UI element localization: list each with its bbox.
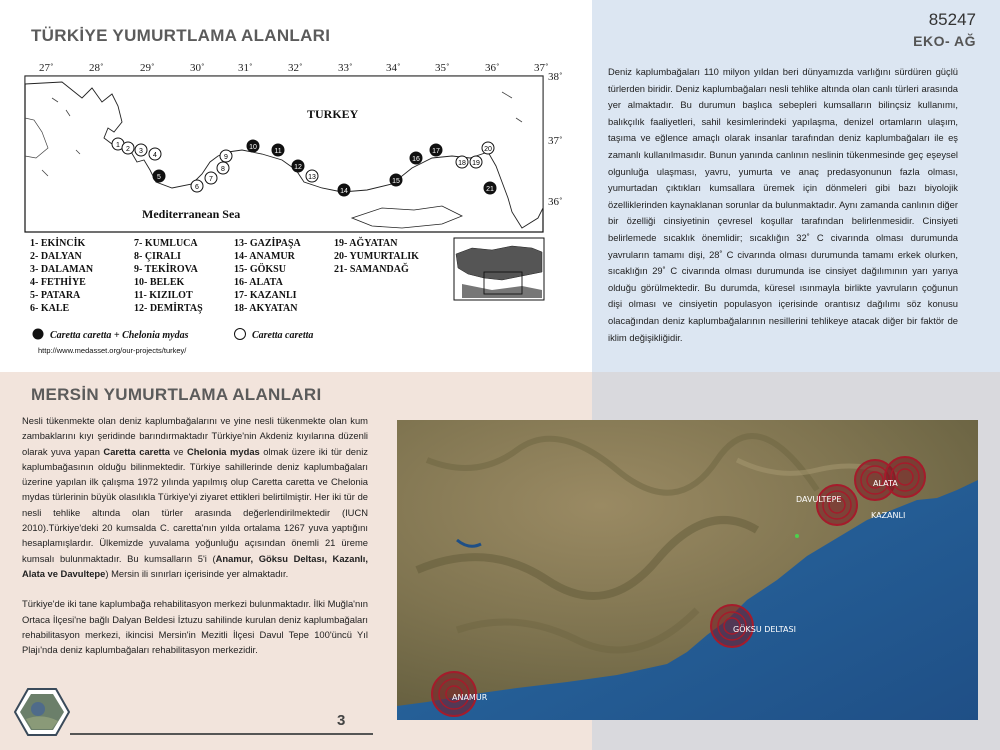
mersin-paragraph-1: Nesli tükenmekte olan deniz kaplumbağalarını ve yine nesli tükenmekte olan kum zambaklarını kıyı şeridinde barındırmaktadır Türkiye'nin Akdeniz kıyılarına düzenli olarak yuva yapan Caretta caretta ve Chelonia mydas olmak üzere iki tür deniz kaplumbağasının olduğu bilinmektedir. Türkiye sahillerinde deniz kaplumbağaları üzerine yapılan ilk çalışma 1972 yılında yapılmış olup Caretta caretta ve Chelonia mydas türlerinin büyük olasılıkla Türkiye'yi ziyaret ettikleri belirtilmiştir. Her iki tür de nesli tehlike altında olan türler arasında değerlendirilmektedir (IUCN 2010).Türkiye'deki 20 kumsalda C. caretta'nın yılda ortalama 1267 yuva yaptığını hesaplamışlardır. Ülkemizde yuvalama yoğunluğu açısından önemli 21 üreme kumsalı bulunmaktadır. Bu kumsalların 5'i (Anamur, Göksu Deltası, Kazanlı, Alata ve Davultepe) Mersin ili sınırları içerisinde yer almaktadır.: [22, 415, 368, 579]
svg-text:2- DALYAN: 2- DALYAN: [30, 251, 82, 262]
svg-text:14- ANAMUR: 14- ANAMUR: [234, 251, 295, 262]
site-marker-4: [149, 148, 161, 160]
svg-text:8: 8: [221, 166, 225, 173]
intro-paragraph: Deniz kaplumbağaları 110 milyon yıldan beri dünyamızda varlığını sürdüren güçlü türlerden biridir. Deniz kaplumbağaları nesli tehlike altında olan canlı türleri arasında yer almaktadır. Bu durumun başlıca sebepleri kumsalların bilinçsiz kullanımı, balıkçılık faaliyetleri, sahil kesimlerindeki yapılaşma, denizel ortamların ulaşım, taşıma ve eğlence amaçlı olarak insanlar tarafından deniz kaplumbağaları ile eş zamanlı kullanılmasıdır. Bunun yanında canlının neslinin tükenmesinde geç eşeysel olgunluğa ulaşması, yavru, yumurta ve anaç predasyonunun fazla olması, yumurtadan çıktıkları kumsallara üremek için dönmeleri gibi bazı biyolojik özelliklerinden kaynaklanan sorunlar da bulunmaktadır. Aynı zamanda canlının diğer bir özelliği cinsiyetinin çevresel koşullar tarafından belirlenmesidir. Cinsiyeti belirlemede sıcaklık önemlidir; sıcaklığın 32˚ C civarında olması durumunda yavruların tamamı dişi, 28˚ C civarında olması durumunda tamamı erkek olurken, sıcaklığın 29˚ C civarında olması durumunda ise cinsiyet dağılımının yarı yarıya olduğu görülmektedir. Bu durumda, küresel ısınmayla birlikte yavruların çoğunun dişi olması ve cinsiyetin populasyon içerisinde orantısız dağılımı söz konusu olacağından deniz kaplumbağalarının nesillerini tehlikeye atacak diğer bir faktör de iklim değişikliğidir.: [608, 66, 958, 343]
lon-label: 33˚: [338, 62, 353, 74]
site-marker-7: [205, 172, 217, 184]
source-url: http://www.medasset.org/our-projects/turkey/: [38, 346, 187, 355]
svg-text:9- TEKİROVA: 9- TEKİROVA: [134, 264, 198, 275]
label-davultepe: DAVULTEPE: [796, 495, 842, 504]
svg-text:19: 19: [472, 160, 480, 167]
inset-map: [454, 238, 544, 300]
svg-text:16- ALATA: 16- ALATA: [234, 277, 283, 288]
svg-text:20- YUMURTALIK: 20- YUMURTALIK: [334, 251, 419, 262]
site-marker-11: [272, 144, 284, 156]
lon-label: 31˚: [238, 62, 253, 74]
svg-text:5: 5: [157, 174, 161, 181]
svg-text:6: 6: [195, 184, 199, 191]
site-marker-9: [220, 150, 232, 162]
svg-text:4- FETHİYE: 4- FETHİYE: [30, 277, 86, 288]
svg-text:13- GAZİPAŞA: 13- GAZİPAŞA: [234, 238, 301, 249]
svg-text:6- KALE: 6- KALE: [30, 303, 70, 314]
site-marker-2: [122, 142, 134, 154]
svg-text:21- SAMANDAĞ: 21- SAMANDAĞ: [334, 264, 409, 275]
longitude-labels: [39, 62, 549, 74]
site-marker-10: [247, 140, 259, 152]
svg-text:7: 7: [209, 176, 213, 183]
svg-text:21: 21: [486, 186, 494, 193]
svg-text:10- BELEK: 10- BELEK: [134, 277, 185, 288]
site-marker-21: [484, 182, 496, 194]
svg-text:18: 18: [458, 160, 466, 167]
open-circle-icon: [235, 329, 246, 340]
rehab-center-marker: [795, 534, 799, 538]
svg-text:15- GÖKSU: 15- GÖKSU: [234, 264, 286, 275]
lon-label: 34˚: [386, 62, 401, 74]
filled-circle-icon: [33, 329, 44, 340]
site-marker-19: [470, 156, 482, 168]
mersin-text: [22, 413, 368, 657]
legend-column-3: [234, 237, 302, 314]
site-marker-12: [292, 160, 304, 172]
lon-label: 27˚: [39, 62, 54, 74]
svg-text:11: 11: [274, 148, 282, 155]
svg-text:19- AĞYATAN: 19- AĞYATAN: [334, 238, 398, 249]
ring-davultepe: [817, 485, 857, 525]
svg-text:12- DEMİRTAŞ: 12- DEMİRTAŞ: [134, 303, 203, 314]
svg-text:3: 3: [139, 148, 143, 155]
svg-text:14: 14: [340, 188, 348, 195]
document-code: 85247: [928, 10, 976, 29]
legend-column-1: [30, 237, 94, 314]
svg-text:10: 10: [249, 144, 257, 151]
svg-text:16: 16: [412, 156, 420, 163]
svg-text:18- AKYATAN: 18- AKYATAN: [234, 303, 298, 314]
svg-text:13: 13: [308, 174, 316, 181]
sea-label: Mediterranean Sea: [142, 207, 241, 221]
key-open-label: Caretta caretta: [252, 330, 314, 341]
page-number: 3: [337, 712, 346, 729]
footer-rule: [70, 733, 373, 735]
brand-label: EKO- AĞ: [913, 33, 976, 49]
svg-text:8- ÇIRALI: 8- ÇIRALI: [134, 251, 181, 262]
site-marker-17: [430, 144, 442, 156]
label-anamur: ANAMUR: [452, 693, 488, 702]
lon-label: 36˚: [485, 62, 500, 74]
svg-text:4: 4: [153, 152, 157, 159]
lon-label: 37˚: [534, 62, 549, 74]
svg-text:11- KIZILOT: 11- KIZILOT: [134, 290, 193, 301]
svg-text:9: 9: [224, 154, 228, 161]
mersin-paragraph-2: Türkiye'de iki tane kaplumbağa rehabilitasyon merkezi bulunmaktadır. İlki Muğla'nın Ortaca İlçesi'ne bağlı Dalyan Beldesi İztuzu sahilinde kurulan deniz kaplumbağaları rehabilitasyon merkezi, ikincisi Mersin'in Mezitli İlçesi Davul Tepe 100'üncü Yıl Plajı'nda deniz kaplumbağaları rehabilitasyon merkezidir.: [22, 598, 368, 656]
svg-text:7- KUMLUCA: 7- KUMLUCA: [134, 238, 198, 249]
svg-text:5- PATARA: 5- PATARA: [30, 290, 81, 301]
site-marker-18: [456, 156, 468, 168]
lon-label: 30˚: [190, 62, 205, 74]
legend-column-4: [334, 236, 419, 275]
ring-alata-2: [885, 457, 925, 497]
svg-text:20: 20: [484, 146, 492, 153]
label-alata: ALATA: [873, 479, 898, 488]
svg-text:12: 12: [294, 164, 302, 171]
section-title-turkey: TÜRKİYE YUMURTLAMA ALANLARI: [31, 26, 331, 45]
legend-column-2: [134, 238, 203, 314]
lon-label: 32˚: [288, 62, 303, 74]
key-filled-label: Caretta caretta + Chelonia mydas: [50, 330, 189, 341]
svg-text:15: 15: [392, 178, 400, 185]
lat-label: 36˚: [548, 196, 563, 208]
lat-label: 37˚: [548, 135, 563, 147]
lon-label: 35˚: [435, 62, 450, 74]
svg-text:3- DALAMAN: 3- DALAMAN: [30, 264, 94, 275]
svg-text:17: 17: [432, 148, 440, 155]
label-kazanli: KAZANLI: [871, 511, 906, 520]
site-marker-14: [338, 184, 350, 196]
country-label: TURKEY: [307, 107, 359, 121]
section-title-mersin: MERSİN YUMURTLAMA ALANLARI: [31, 385, 322, 404]
lat-label: 38˚: [548, 71, 563, 83]
site-marker-20: [482, 142, 494, 154]
site-marker-16: [410, 152, 422, 164]
svg-text:1: 1: [116, 142, 120, 149]
site-marker-13: [306, 170, 318, 182]
site-marker-6: [191, 180, 203, 192]
logo-badge: [14, 687, 70, 737]
turkey-nesting-map: [22, 58, 566, 358]
site-marker-8: [217, 162, 229, 174]
latitude-labels: [548, 71, 563, 208]
lon-label: 29˚: [140, 62, 155, 74]
mersin-satellite-map: [397, 420, 978, 720]
svg-text:2: 2: [126, 146, 130, 153]
species-key: [33, 329, 314, 342]
lon-label: 28˚: [89, 62, 104, 74]
svg-text:1- EKİNCİK: 1- EKİNCİK: [30, 238, 86, 249]
svg-text:17- KAZANLI: 17- KAZANLI: [234, 290, 297, 301]
site-marker-3: [135, 144, 147, 156]
label-goksu: GÖKSU DELTASI: [733, 625, 796, 634]
site-marker-15: [390, 174, 402, 186]
site-marker-5: [153, 170, 165, 182]
